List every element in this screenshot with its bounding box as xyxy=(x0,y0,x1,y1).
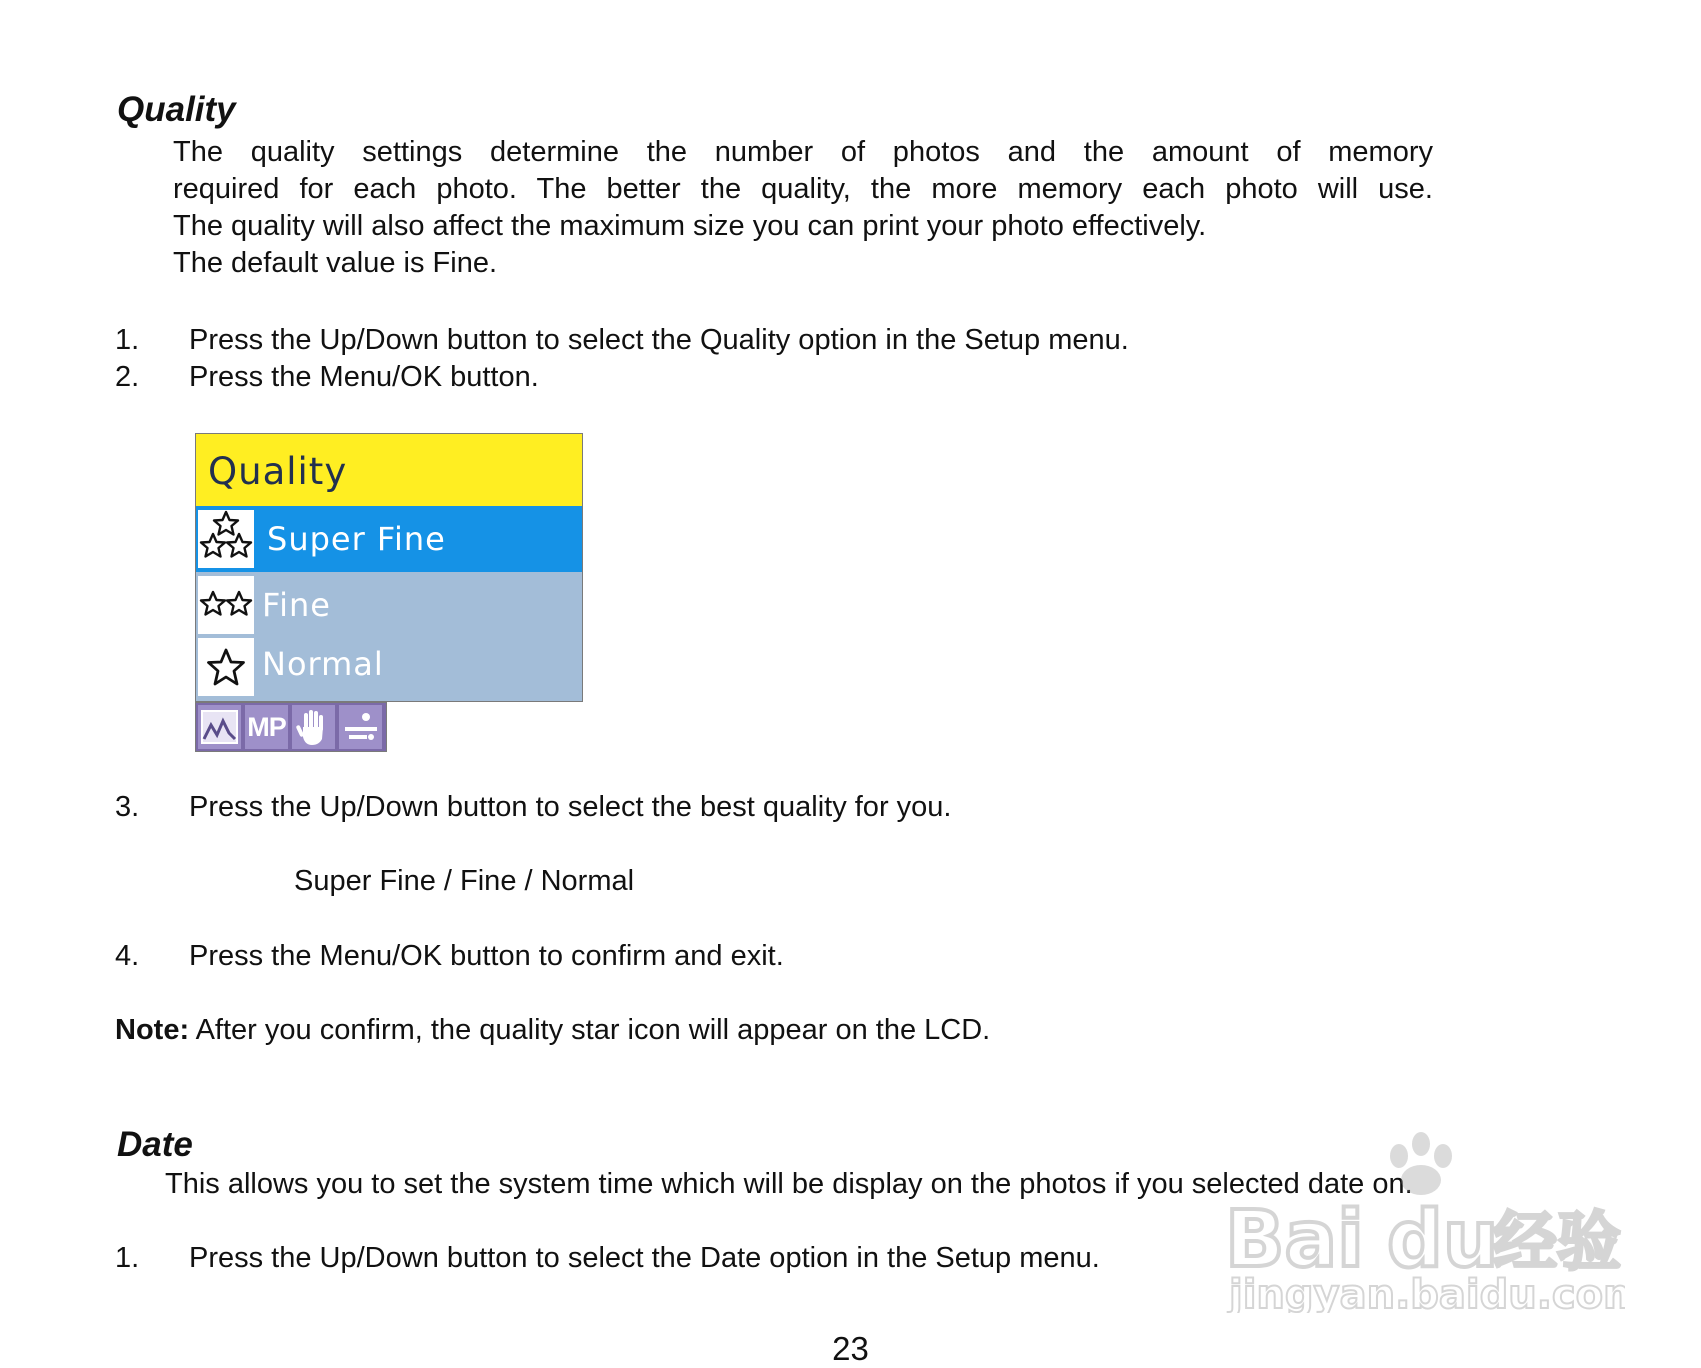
two-stars-icon xyxy=(198,576,254,634)
lcd-option-fine[interactable] xyxy=(196,572,582,638)
svg-text:Bai: Bai xyxy=(1225,1195,1364,1285)
image-tab-icon[interactable] xyxy=(198,705,241,749)
page-number: 23 xyxy=(832,1330,869,1367)
lcd-option-label: Normal xyxy=(262,645,384,683)
step-text: Press the Menu/OK button. xyxy=(189,361,539,393)
lcd-quality-menu xyxy=(195,433,583,750)
note-text: After you confirm, the quality star icon will appear on the LCD. xyxy=(195,1014,991,1046)
step-number: 2. xyxy=(115,361,140,393)
setup-tab-icon[interactable] xyxy=(339,705,382,749)
mp-tab[interactable]: MP xyxy=(245,705,288,749)
quality-intro-line: The quality settings determine the number of photos and the amount of memory xyxy=(173,136,1433,168)
quality-options-line: Super Fine / Fine / Normal xyxy=(294,865,635,897)
step-number: 3. xyxy=(115,791,140,823)
step-text: Press the Up/Down button to select the best quality for you. xyxy=(189,791,952,823)
lcd-option-super-fine[interactable] xyxy=(196,506,582,572)
lcd-menu-tabs xyxy=(195,702,387,752)
one-star-icon xyxy=(198,638,254,696)
svg-text:jingyan.baidu.com: jingyan.baidu.com xyxy=(1229,1272,1625,1313)
step-number: 4. xyxy=(115,940,140,972)
date-heading: Date xyxy=(117,1125,193,1164)
step-text: Press the Menu/OK button to confirm and exit. xyxy=(189,940,784,972)
svg-text:经验: 经验 xyxy=(1493,1206,1621,1280)
lcd-option-label: Fine xyxy=(262,586,331,624)
date-intro: This allows you to set the system time which will be display on the photos if you selected date on. xyxy=(165,1168,1413,1200)
quality-intro xyxy=(173,134,1433,282)
lcd-menu-panel xyxy=(195,433,583,702)
note-label: Note: xyxy=(115,1014,190,1046)
baidu-watermark-logo xyxy=(1225,1118,1625,1313)
lcd-menu-title: Quality xyxy=(208,450,348,493)
quality-intro-line: The quality will also affect the maximum size you can print your photo effectively. xyxy=(173,210,1207,242)
svg-text:du: du xyxy=(1387,1195,1499,1285)
quality-intro-line: The default value is Fine. xyxy=(173,247,498,279)
note xyxy=(115,1012,990,1049)
lcd-option-label: Super Fine xyxy=(267,520,446,558)
step-number: 1. xyxy=(115,324,140,356)
lcd-menu-header xyxy=(196,434,582,506)
quality-intro-line: required for each photo. The better the quality, the more memory each photo will use. xyxy=(173,173,1433,205)
step-number: 1. xyxy=(115,1242,140,1274)
step-text: Press the Up/Down button to select the Date option in the Setup menu. xyxy=(189,1242,1100,1274)
three-stars-icon xyxy=(198,510,254,568)
step-text: Press the Up/Down button to select the Quality option in the Setup menu. xyxy=(189,324,1129,356)
lcd-option-normal[interactable] xyxy=(196,634,582,700)
quality-heading: Quality xyxy=(117,90,236,129)
hand-tab-icon[interactable] xyxy=(292,705,335,749)
